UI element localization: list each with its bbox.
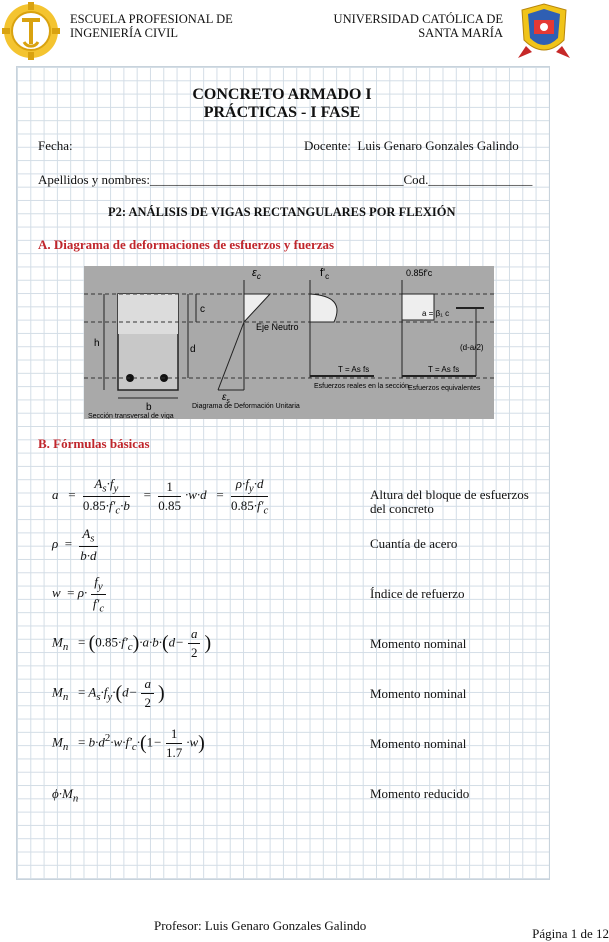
desc-indice: Índice de refuerzo	[370, 586, 465, 601]
docente-name: Luis Genaro Gonzales Galindo	[357, 138, 519, 153]
label-fc-sub: c	[325, 272, 330, 281]
formula-rho: ρ = $\frac{A_s}{b\cdot d}$	[52, 526, 97, 563]
formula-w: w = ρ· $\frac{f_y}{f'_c}$	[52, 574, 105, 615]
caption-esfuerzos-reales: Esfuerzos reales en la sección	[314, 383, 409, 390]
section-b-title: B. Fórmulas básicas	[38, 436, 150, 451]
apellidos-label: Apellidos y nombres:	[38, 172, 150, 187]
apellidos-blank[interactable]: _______________________________________	[149, 172, 404, 187]
caption-esfuerzos-equiv: Esfuerzos equivalentes	[408, 385, 481, 392]
desc-altura-bloque	[370, 488, 529, 516]
formula-mn-1: $M_n$ = $(0.85\cdot f'_c)\cdot a\cdot b\cdot(d-$ $\frac{a}{2}$ )	[52, 626, 212, 660]
label-b: b	[146, 402, 152, 413]
fecha-label: Fecha:	[38, 138, 73, 153]
formula-mn-3: $M_n$ = $b\cdot d^2\cdot w\cdot f'_c\cdot(1-$ $\frac{1}{1.7}$ ·w)	[52, 726, 205, 760]
footer-professor: Profesor: Luis Genaro Gonzales Galindo	[154, 918, 367, 933]
caption-seccion: Sección transversal de viga	[88, 413, 174, 419]
label-tension-real: T = As fs	[338, 365, 370, 374]
university-name-line1: UNIVERSIDAD CATÓLICA DE	[333, 12, 503, 26]
formula-phi-mn: $\phi\cdot M_n$	[52, 786, 79, 805]
cod-blank[interactable]: ________________	[428, 172, 533, 187]
university-name	[334, 12, 503, 40]
school-name-line1: ESCUELA PROFESIONAL DE	[70, 12, 233, 26]
desc-cuantia: Cuantía de acero	[370, 536, 458, 551]
desc-momento-reducido: Momento reducido	[370, 786, 470, 801]
label-h: h	[94, 338, 100, 349]
cod-label: Cod.	[403, 172, 429, 187]
university-coat-of-arms-icon	[518, 2, 570, 62]
label-tension-equiv: T = As fs	[428, 365, 460, 374]
docente-field	[304, 138, 519, 154]
school-name-line2: INGENIERÍA CIVIL	[70, 26, 178, 40]
docente-label: Docente:	[304, 138, 351, 153]
label-c: c	[200, 304, 205, 315]
practice-title: P2: ANÁLISIS DE VIGAS RECTANGULARES POR FLEXIÓN	[108, 205, 456, 219]
practice-phase-title: PRÁCTICAS - I FASE	[203, 104, 361, 121]
label-eje-neutro: Eje Neutro	[256, 322, 299, 332]
formula-a: a = $\frac{A_s\cdot f_y}{0.85\cdot f'_c\cdot b}$ = $\frac{1}{0.85}$ ·w·d = $\frac{\rho\cdot f_y\cdot d}{0.85\cdot f'_c}$	[52, 476, 269, 517]
desc-momento-3: Momento nominal	[370, 736, 467, 751]
school-name	[70, 12, 233, 40]
university-name-line2: SANTA MARÍA	[418, 26, 503, 40]
label-epsilon-s-sub: s	[226, 398, 230, 405]
label-d: d	[190, 344, 196, 355]
section-a-title: A. Diagrama de deformaciones de esfuerzos y fuerzas	[38, 237, 335, 252]
footer-page-number: Página 1 de 12	[532, 926, 609, 941]
formula-mn-2: $M_n$ = $A_s\cdot f_y\cdot(d-$ $\frac{a}{2}$ )	[52, 676, 165, 710]
label-d-a2: (d-a/2)	[460, 343, 484, 352]
label-epsilon-c-sub: c	[256, 272, 261, 281]
label-fc: f'	[320, 267, 326, 279]
course-title: CONCRETO ARMADO I	[192, 86, 372, 103]
label-epsilon-s: ε	[222, 392, 227, 403]
apellidos-field	[38, 172, 532, 188]
desc-1-line2: del concreto	[370, 501, 434, 516]
label-a-beta: a = β₁ c	[422, 309, 450, 318]
desc-momento-1: Momento nominal	[370, 636, 467, 651]
stress-strain-diagram	[84, 266, 494, 419]
desc-1-line1: Altura del bloque de esfuerzos	[370, 487, 529, 502]
civil-engineering-gear-logo-icon	[2, 2, 60, 60]
desc-momento-2: Momento nominal	[370, 686, 467, 701]
caption-deformacion: Diagrama de Deformación Unitaria	[192, 403, 300, 410]
label-epsilon-c: ε	[252, 267, 257, 279]
label-085fc: 0.85f'c	[406, 268, 433, 278]
